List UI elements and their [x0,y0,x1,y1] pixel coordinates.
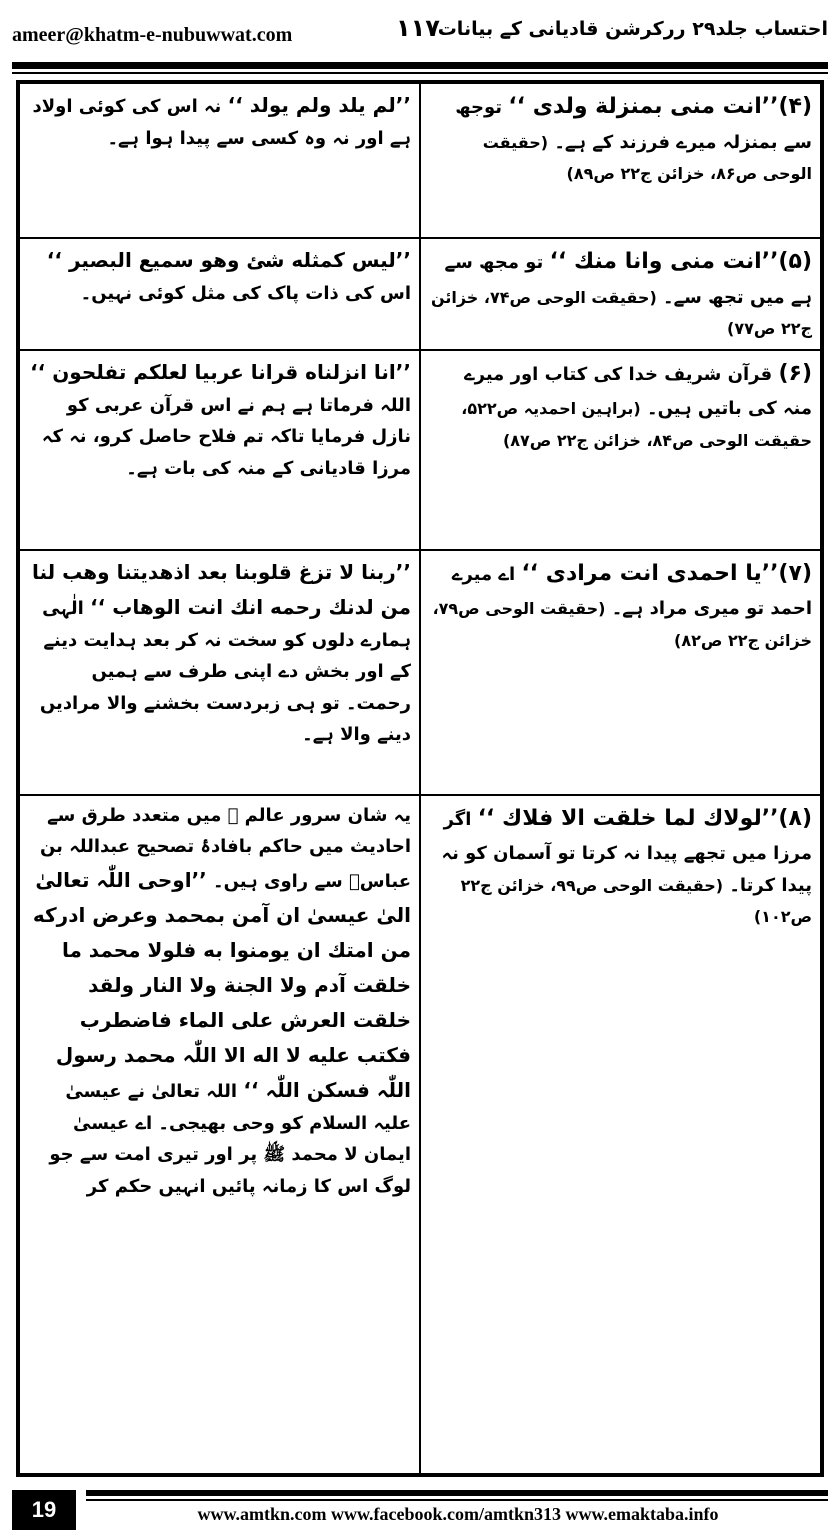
claim-cell [420,795,821,1475]
claim-lead: (۶) [778,360,812,386]
table-row [19,83,821,238]
claim-cell [420,350,821,550]
claim-cell [420,238,821,350]
response-text: الٰہی ہمارے دلوں کو سخت نہ کر بعد ہدایت دینے کے اور بخش دے اپنی طرف سے ہمیں رحمت۔ تو ہی زبردست بخشنے والا مرادیں دینے والا ہے۔ [39,597,411,745]
header-title: احتساب جلد۲۹ ررکرشن قادیانی کے بیانات [437,18,828,40]
footer-rule-thin [86,1499,828,1501]
response-cell [19,550,420,795]
claim-reference: (براہین احمدیہ ص۵۲۲، حقیقت الوحی ص۸۴، خزائن ج۲۲ ص۸۷) [461,399,812,450]
footer-page-number: 19 [12,1490,76,1530]
claim-text: قرآن شریف خدا کی کتاب اور میرے منہ کی باتیں ہیں۔ [464,363,812,419]
response-cell [19,795,420,1475]
comparison-table [16,80,824,1477]
claim-reference: (حقیقت الوحی ص۸۶، خزائن ج۲۲ ص۸۹) [482,132,812,183]
header-rule-thin [12,72,828,74]
response-arabic: ’’لیس کمثله شئ وهو سمیع البصیر ‘‘ [46,248,411,272]
response-arabic: ’’اوحی اللّٰہ تعالیٰ الیٰ عیسیٰ ان آمن بمحمد وعرض ادرکه من امتك ان یومنوا به فلولا محمد ما خلقت آدم ولا الجنة ولا النار ولقد خلقت العرش علی الماء فاضطرب فکتب علیه لا اله الا اللّٰہ محمد رسول اللّٰہ فسکن اللّٰہ ‘‘ [32,867,411,1102]
claim-text: تو مجھ سے ہے میں تجھ سے۔ [444,252,812,308]
claim-reference: (حقیقت الوحی ص۹۹، خزائن ج۲۲ ص۱۰۲) [460,875,812,926]
page-footer [12,1490,828,1530]
response-arabic: ’’انا انزلناه قرانا عربیا لعلکم تفلحون ‘‘ [30,359,411,384]
header-rule-thick [12,62,828,69]
claim-reference: (حقیقت الوحی ص۷۴، خزائن ج۲۲ ص۷۷) [430,287,812,338]
response-text: اللہ فرماتا ہے ہم نے اس قرآن عربی کو نازل فرمایا تاکہ تم فلاح حاصل کرو، نہ کہ مرزا قادیانی کے منہ کی بات ہے۔ [41,394,411,479]
footer-rule-thick [86,1490,828,1496]
header-email: ameer@khatm-e-nubuwwat.com [12,24,293,46]
claim-reference: (حقیقت الوحی ص۷۹، خزائن ج۲۲ ص۸۲) [432,599,812,650]
header-page-marker: ۱۱۷ [396,14,440,42]
claim-lead: (۷)’’یا احمدی انت مرادی ‘‘ [521,560,812,586]
table-row [19,550,821,795]
response-arabic: ’’ربنا لا تزغ قلوبنا بعد اذهدیتنا وهب لنا من لدنك رحمه انك انت الوهاب ‘‘ [31,559,411,619]
page-header [12,8,828,60]
response-text: نہ اس کی کوئی اولاد ہے اور نہ وہ کسی سے پیدا ہوا ہے۔ [32,96,411,149]
response-arabic: ’’لم یلد ولم یولد ‘‘ [227,93,411,117]
claim-lead: (۸)’’لولاك لما خلقت الا فلاك ‘‘ [477,805,812,831]
table-row [19,238,821,350]
table-row [19,795,821,1475]
response-cell [19,350,420,550]
claim-lead: (۴)’’انت منی بمنزلة ولدی ‘‘ [508,94,812,119]
claim-cell [420,83,821,238]
claim-text: اے میرے احمد تو میری مراد ہے۔ [451,563,812,619]
response-cell [19,83,420,238]
response-cell [19,238,420,350]
table-row [19,350,821,550]
footer-links: www.amtkn.com www.facebook.com/amtkn313 www.emaktaba.info [197,1504,719,1524]
claim-text: توجھ سے بمنزلہ میرے فرزند کے ہے۔ [455,97,812,153]
claim-lead: (۵)’’انت منی وانا منك ‘‘ [549,249,812,274]
response-intro: یہ شان سرور عالم ﷺ میں متعدد طرق سے احادیث میں حاکم بافادۂ تصحیح عبداللہ بن عباسؓ سے راوی ہیں۔ [39,804,411,892]
response-text: اس کی ذات پاک کی مثل کوئی نہیں۔ [80,283,411,304]
response-text: اللہ تعالیٰ نے عیسیٰ علیہ السلام کو وحی بھیجی۔ اے عیسیٰ ایمان لا محمد ﷺ پر اور تیری امت سے جو لوگ اس کا زمانہ پائیں انہیں حکم کر [49,1080,411,1197]
claim-cell [420,550,821,795]
claim-text: اگر مرزا میں تجھے پیدا نہ کرتا تو آسمان کو نہ پیدا کرتا۔ [441,808,812,896]
